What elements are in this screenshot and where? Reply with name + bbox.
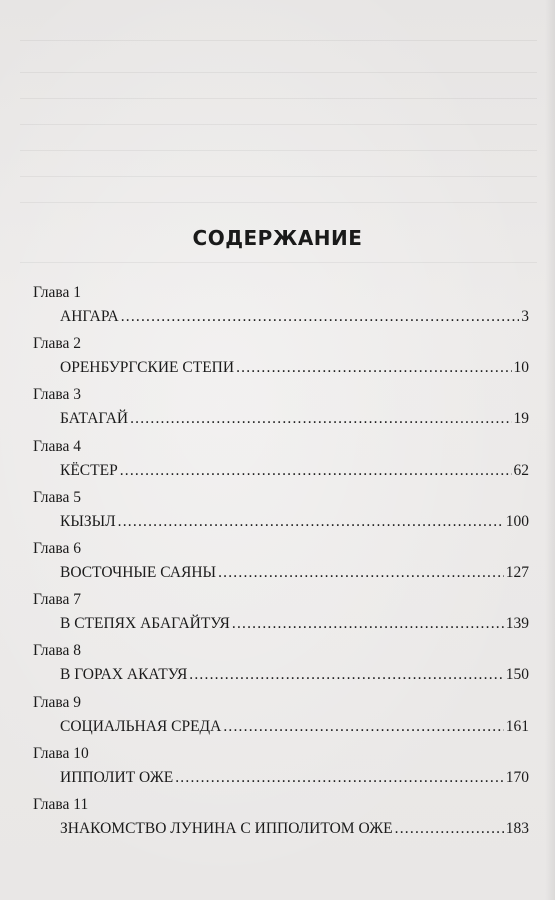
dot-leader bbox=[232, 615, 504, 633]
dot-leader bbox=[395, 820, 504, 838]
dot-leader bbox=[236, 359, 511, 377]
chapter-line bbox=[60, 718, 529, 736]
chapter-title: ИППОЛИТ ОЖЕ bbox=[60, 768, 174, 786]
bleed-through-line bbox=[20, 202, 537, 203]
bleed-through-line bbox=[20, 98, 537, 99]
chapter-number: Глава 1 bbox=[33, 284, 82, 301]
bleed-through-line bbox=[20, 262, 537, 263]
toc-entry[interactable] bbox=[33, 745, 529, 796]
chapter-line bbox=[60, 564, 529, 582]
chapter-title: ВОСТОЧНЫЕ САЯНЫ bbox=[60, 563, 217, 581]
bleed-through-line bbox=[20, 176, 537, 177]
chapter-title: АНГАРА bbox=[60, 308, 119, 325]
toc-entry[interactable] bbox=[33, 591, 529, 642]
chapter-number: Глава 2 bbox=[33, 335, 82, 353]
chapter-number: Глава 8 bbox=[33, 642, 82, 660]
table-of-contents bbox=[33, 284, 529, 847]
bleed-through-line bbox=[20, 124, 537, 125]
page-edge-shadow bbox=[545, 0, 555, 900]
toc-entry[interactable] bbox=[33, 335, 529, 386]
toc-entry[interactable] bbox=[33, 438, 529, 489]
chapter-title: ЗНАКОМСТВО ЛУНИНА С ИППОЛИТОМ ОЖЕ bbox=[60, 819, 393, 837]
page-number: 10 bbox=[513, 359, 529, 377]
chapter-title: В ГОРАХ АКАТУЯ bbox=[60, 666, 188, 684]
page-number: 3 bbox=[521, 308, 529, 325]
toc-entry[interactable] bbox=[33, 796, 529, 847]
chapter-title: СОЦИАЛЬНАЯ СРЕДА bbox=[60, 717, 222, 735]
chapter-title: БАТАГАЙ bbox=[60, 410, 129, 428]
chapter-line bbox=[60, 308, 529, 326]
page-title: СОДЕРЖАНИЕ bbox=[192, 226, 363, 250]
dot-leader bbox=[120, 462, 512, 480]
chapter-title: КЫЗЫЛ bbox=[60, 512, 116, 530]
chapter-number: Глава 11 bbox=[33, 795, 89, 813]
page-number: 139 bbox=[505, 615, 529, 633]
chapter-line bbox=[60, 666, 529, 684]
toc-entry[interactable] bbox=[33, 642, 529, 693]
page-number: 170 bbox=[505, 768, 529, 786]
chapter-title: В СТЕПЯХ АБАГАЙТУЯ bbox=[60, 615, 230, 633]
page-number: 62 bbox=[513, 461, 529, 479]
dot-leader bbox=[223, 718, 503, 736]
dot-leader bbox=[189, 666, 503, 684]
chapter-number: Глава 9 bbox=[33, 693, 82, 711]
chapter-number: Глава 5 bbox=[33, 488, 82, 506]
bleed-through-line bbox=[20, 40, 537, 41]
chapter-line bbox=[60, 359, 529, 377]
chapter-line bbox=[60, 410, 529, 428]
chapter-line bbox=[60, 462, 529, 480]
chapter-number: Глава 6 bbox=[33, 539, 82, 557]
page-number: 183 bbox=[505, 819, 529, 837]
dot-leader bbox=[118, 513, 504, 531]
bleed-through-line bbox=[20, 72, 537, 73]
chapter-title: ОРЕНБУРГСКИЕ СТЕПИ bbox=[60, 359, 235, 377]
chapter-line bbox=[60, 615, 529, 633]
chapter-number: Глава 3 bbox=[33, 386, 82, 404]
dot-leader bbox=[218, 564, 504, 582]
toc-entry[interactable] bbox=[33, 386, 529, 437]
page-number: 161 bbox=[505, 717, 529, 735]
dot-leader bbox=[121, 308, 520, 326]
toc-entry[interactable] bbox=[33, 284, 529, 335]
chapter-line bbox=[60, 820, 529, 838]
chapter-title: КЁСТЕР bbox=[60, 461, 118, 479]
chapter-line bbox=[60, 769, 529, 787]
dot-leader bbox=[130, 410, 511, 428]
page-number: 19 bbox=[513, 410, 529, 428]
dot-leader bbox=[175, 769, 504, 787]
page-number: 100 bbox=[505, 512, 529, 530]
toc-entry[interactable] bbox=[33, 540, 529, 591]
toc-entry[interactable] bbox=[33, 694, 529, 745]
bleed-through-line bbox=[20, 150, 537, 151]
toc-entry[interactable] bbox=[33, 489, 529, 540]
page-number: 150 bbox=[505, 666, 529, 684]
page-number: 127 bbox=[505, 563, 529, 581]
chapter-number: Глава 4 bbox=[33, 437, 82, 455]
chapter-line bbox=[60, 513, 529, 531]
chapter-number: Глава 10 bbox=[33, 744, 89, 762]
chapter-number: Глава 7 bbox=[33, 591, 82, 609]
